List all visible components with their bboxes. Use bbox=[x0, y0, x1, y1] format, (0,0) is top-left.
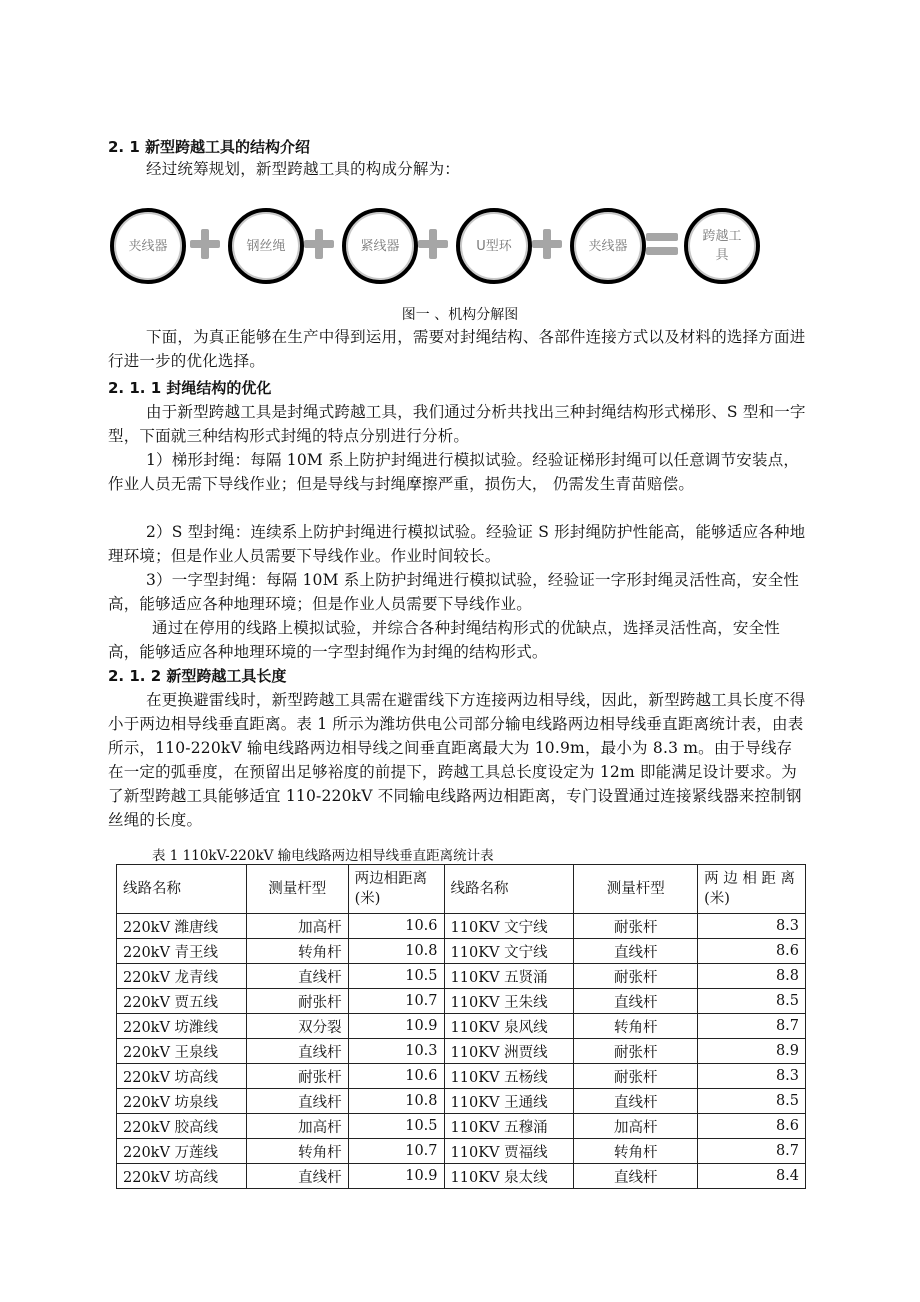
cell-distance: 10.3 bbox=[348, 1039, 444, 1064]
cell-line-name: 220kV 贾五线 bbox=[117, 989, 247, 1014]
cell-distance: 10.7 bbox=[348, 1139, 444, 1164]
cell-distance: 8.6 bbox=[698, 1114, 806, 1139]
cell-pole-type: 加高杆 bbox=[246, 914, 348, 939]
cell-line-name: 110KV 五穆涌 bbox=[444, 1114, 574, 1139]
cell-distance: 8.3 bbox=[698, 1064, 806, 1089]
cell-line-name: 110KV 泉太线 bbox=[444, 1164, 574, 1189]
table-row bbox=[117, 914, 806, 939]
cell-distance: 8.9 bbox=[698, 1039, 806, 1064]
cell-line-name: 220kV 胶高线 bbox=[117, 1114, 247, 1139]
paragraph-text: 通过在停用的线路上模拟试验，并综合各种封绳结构形式的优缺点，选择灵活性高，安全性高，能够适应各种地理环境的一字型封绳作为封绳的结构形式。 bbox=[108, 619, 781, 661]
paragraph-text: 由于新型跨越工具是封绳式跨越工具，我们通过分析共找出三种封绳结构形式梯形、S 型和一字型，下面就三种结构形式封绳的特点分别进行分析。 bbox=[108, 403, 806, 445]
paragraph-2-1-1-p1 bbox=[108, 400, 808, 448]
table-row bbox=[117, 1014, 806, 1039]
cell-pole-type: 直线杆 bbox=[246, 1039, 348, 1064]
section-heading-2-1-2: 2. 1. 2 新型跨越工具长度 bbox=[108, 667, 287, 685]
plus-icon bbox=[418, 229, 448, 259]
paragraph-conclusion bbox=[108, 616, 808, 664]
header-pole-type: 测量杆型 bbox=[246, 865, 348, 914]
intro-paragraph bbox=[108, 157, 808, 181]
cell-line-name: 110KV 贾福线 bbox=[444, 1139, 574, 1164]
cell-distance: 10.6 bbox=[348, 914, 444, 939]
table-caption: 表 1 110kV-220kV 输电线路两边相导线垂直距离统计表 bbox=[152, 848, 494, 864]
part-wire-rope bbox=[228, 208, 304, 284]
cell-line-name: 220kV 坊高线 bbox=[117, 1164, 247, 1189]
table-row bbox=[117, 1114, 806, 1139]
cell-line-name: 220kV 潍唐线 bbox=[117, 914, 247, 939]
cell-line-name: 220kV 龙青线 bbox=[117, 964, 247, 989]
header-line-name: 线路名称 bbox=[444, 865, 574, 914]
result-crossing-tool bbox=[684, 208, 760, 284]
cell-pole-type: 耐张杆 bbox=[574, 1039, 698, 1064]
cell-distance: 8.3 bbox=[698, 914, 806, 939]
section-heading-2-1-1: 2. 1. 1 封绳结构的优化 bbox=[108, 379, 272, 397]
cell-distance: 8.7 bbox=[698, 1139, 806, 1164]
intro-text: 经过统筹规划，新型跨越工具的构成分解为： bbox=[146, 160, 461, 178]
cell-pole-type: 耐张杆 bbox=[574, 1064, 698, 1089]
paragraph-line-rope bbox=[108, 568, 808, 616]
cell-distance: 8.5 bbox=[698, 1089, 806, 1114]
cell-pole-type: 加高杆 bbox=[246, 1114, 348, 1139]
header-distance: 两 边 相 距 离 (米) bbox=[698, 865, 806, 914]
table-row bbox=[117, 1089, 806, 1114]
paragraph-text: 3）一字型封绳：每隔 10M 系上防护封绳进行模拟试验，经验证一字形封绳灵活性高，安全性高，能够适应各种地理环境；但是作业人员需要下导线作业。 bbox=[108, 571, 800, 613]
cell-pole-type: 转角杆 bbox=[246, 939, 348, 964]
part-label: 夹线器 bbox=[128, 238, 168, 254]
paragraph-text: 1）梯形封绳：每隔 10M 系上防护封绳进行模拟试验。经验证梯形封绳可以任意调节安装点，作业人员无需下导线作业；但是导线与封绳摩擦严重，损伤大， 仍需发生青苗赔偿。 bbox=[108, 451, 800, 493]
structure-diagram bbox=[108, 205, 758, 285]
part-tensioner bbox=[342, 208, 418, 284]
cell-pole-type: 直线杆 bbox=[246, 964, 348, 989]
cell-line-name: 220kV 坊潍线 bbox=[117, 1014, 247, 1039]
cell-pole-type: 耐张杆 bbox=[246, 989, 348, 1014]
cell-line-name: 110KV 文宁线 bbox=[444, 914, 574, 939]
cell-distance: 10.8 bbox=[348, 1089, 444, 1114]
cell-pole-type: 耐张杆 bbox=[574, 914, 698, 939]
cell-distance: 10.6 bbox=[348, 1064, 444, 1089]
paragraph-s-rope bbox=[108, 520, 808, 568]
equals-icon bbox=[646, 231, 678, 257]
cell-line-name: 110KV 泉风线 bbox=[444, 1014, 574, 1039]
cell-distance: 10.7 bbox=[348, 989, 444, 1014]
distance-table bbox=[116, 864, 806, 1189]
cell-pole-type: 直线杆 bbox=[246, 1089, 348, 1114]
section-heading-2-1: 2. 1 新型跨越工具的结构介绍 bbox=[108, 138, 311, 156]
table-row bbox=[117, 1164, 806, 1189]
paragraph-next bbox=[108, 325, 808, 373]
cell-distance: 8.7 bbox=[698, 1014, 806, 1039]
table-row bbox=[117, 964, 806, 989]
figure-caption: 图一 、机构分解图 bbox=[401, 307, 519, 323]
part-label: 钢丝绳 bbox=[246, 238, 286, 254]
cell-line-name: 110KV 王朱线 bbox=[444, 989, 574, 1014]
part-clamp-2 bbox=[570, 208, 646, 284]
cell-pole-type: 直线杆 bbox=[574, 1089, 698, 1114]
paragraph-tool-length bbox=[108, 688, 808, 832]
cell-pole-type: 双分裂 bbox=[246, 1014, 348, 1039]
table-header-row bbox=[117, 865, 806, 914]
cell-distance: 10.9 bbox=[348, 1014, 444, 1039]
cell-pole-type: 转角杆 bbox=[246, 1139, 348, 1164]
cell-line-name: 220kV 万莲线 bbox=[117, 1139, 247, 1164]
cell-line-name: 110KV 五杨线 bbox=[444, 1064, 574, 1089]
cell-line-name: 220kV 王泉线 bbox=[117, 1039, 247, 1064]
header-pole-type: 测量杆型 bbox=[574, 865, 698, 914]
table-row bbox=[117, 1064, 806, 1089]
cell-pole-type: 转角杆 bbox=[574, 1014, 698, 1039]
plus-icon bbox=[532, 229, 562, 259]
part-label: 紧线器 bbox=[360, 238, 400, 254]
cell-distance: 10.9 bbox=[348, 1164, 444, 1189]
cell-line-name: 220kV 青王线 bbox=[117, 939, 247, 964]
plus-icon bbox=[304, 229, 334, 259]
cell-distance: 10.8 bbox=[348, 939, 444, 964]
cell-pole-type: 转角杆 bbox=[574, 1139, 698, 1164]
cell-distance: 10.5 bbox=[348, 964, 444, 989]
table-body bbox=[117, 914, 806, 1189]
header-line-name: 线路名称 bbox=[117, 865, 247, 914]
cell-line-name: 110KV 文宁线 bbox=[444, 939, 574, 964]
part-u-ring bbox=[456, 208, 532, 284]
cell-pole-type: 加高杆 bbox=[574, 1114, 698, 1139]
part-label: U型环 bbox=[476, 238, 512, 254]
cell-pole-type: 耐张杆 bbox=[574, 964, 698, 989]
table-row bbox=[117, 989, 806, 1014]
header-distance: 两边相距离(米) bbox=[348, 865, 444, 914]
part-clamp-1 bbox=[110, 208, 186, 284]
result-label: 跨越工具 bbox=[702, 229, 742, 263]
table-row bbox=[117, 1039, 806, 1064]
cell-distance: 8.6 bbox=[698, 939, 806, 964]
paragraph-ladder-rope bbox=[108, 448, 808, 496]
cell-line-name: 220kV 坊泉线 bbox=[117, 1089, 247, 1114]
table-row bbox=[117, 939, 806, 964]
part-label: 夹线器 bbox=[588, 238, 628, 254]
paragraph-text: 下面，为真正能够在生产中得到运用，需要对封绳结构、各部件连接方式以及材料的选择方面进行进一步的优化选择。 bbox=[108, 328, 806, 370]
cell-pole-type: 耐张杆 bbox=[246, 1064, 348, 1089]
plus-icon bbox=[190, 229, 220, 259]
cell-line-name: 220kV 坊高线 bbox=[117, 1064, 247, 1089]
cell-distance: 8.5 bbox=[698, 989, 806, 1014]
cell-distance: 10.5 bbox=[348, 1114, 444, 1139]
table-row bbox=[117, 1139, 806, 1164]
cell-line-name: 110KV 五贤涌 bbox=[444, 964, 574, 989]
paragraph-text: 在更换避雷线时，新型跨越工具需在避雷线下方连接两边相导线，因此，新型跨越工具长度不得小于两边相导线垂直距离。表 1 所示为潍坊供电公司部分输电线路两边相导线垂直距离统计表，由表所示，110-220kV 输电线路两边相导线之间垂直距离最大为 10.9m，最小为 8.3 m。由于导线存在一定的弧垂度，在预留出足够裕度的前提下，跨越工具总长度设定为 12m 即能满足设计要求。为了新型跨越工具能够适宜 110-220kV 不同输电线路两边相距离，专门设置通过连接紧线器来控制钢丝绳的长度。 bbox=[108, 691, 806, 829]
cell-distance: 8.4 bbox=[698, 1164, 806, 1189]
cell-pole-type: 直线杆 bbox=[246, 1164, 348, 1189]
cell-line-name: 110KV 洲贾线 bbox=[444, 1039, 574, 1064]
cell-line-name: 110KV 王通线 bbox=[444, 1089, 574, 1114]
paragraph-text: 2）S 型封绳：连续系上防护封绳进行模拟试验。经验证 S 形封绳防护性能高，能够适应各种地理环境；但是作业人员需要下导线作业。作业时间较长。 bbox=[108, 523, 806, 565]
cell-pole-type: 直线杆 bbox=[574, 989, 698, 1014]
cell-distance: 8.8 bbox=[698, 964, 806, 989]
cell-pole-type: 直线杆 bbox=[574, 1164, 698, 1189]
cell-pole-type: 直线杆 bbox=[574, 939, 698, 964]
